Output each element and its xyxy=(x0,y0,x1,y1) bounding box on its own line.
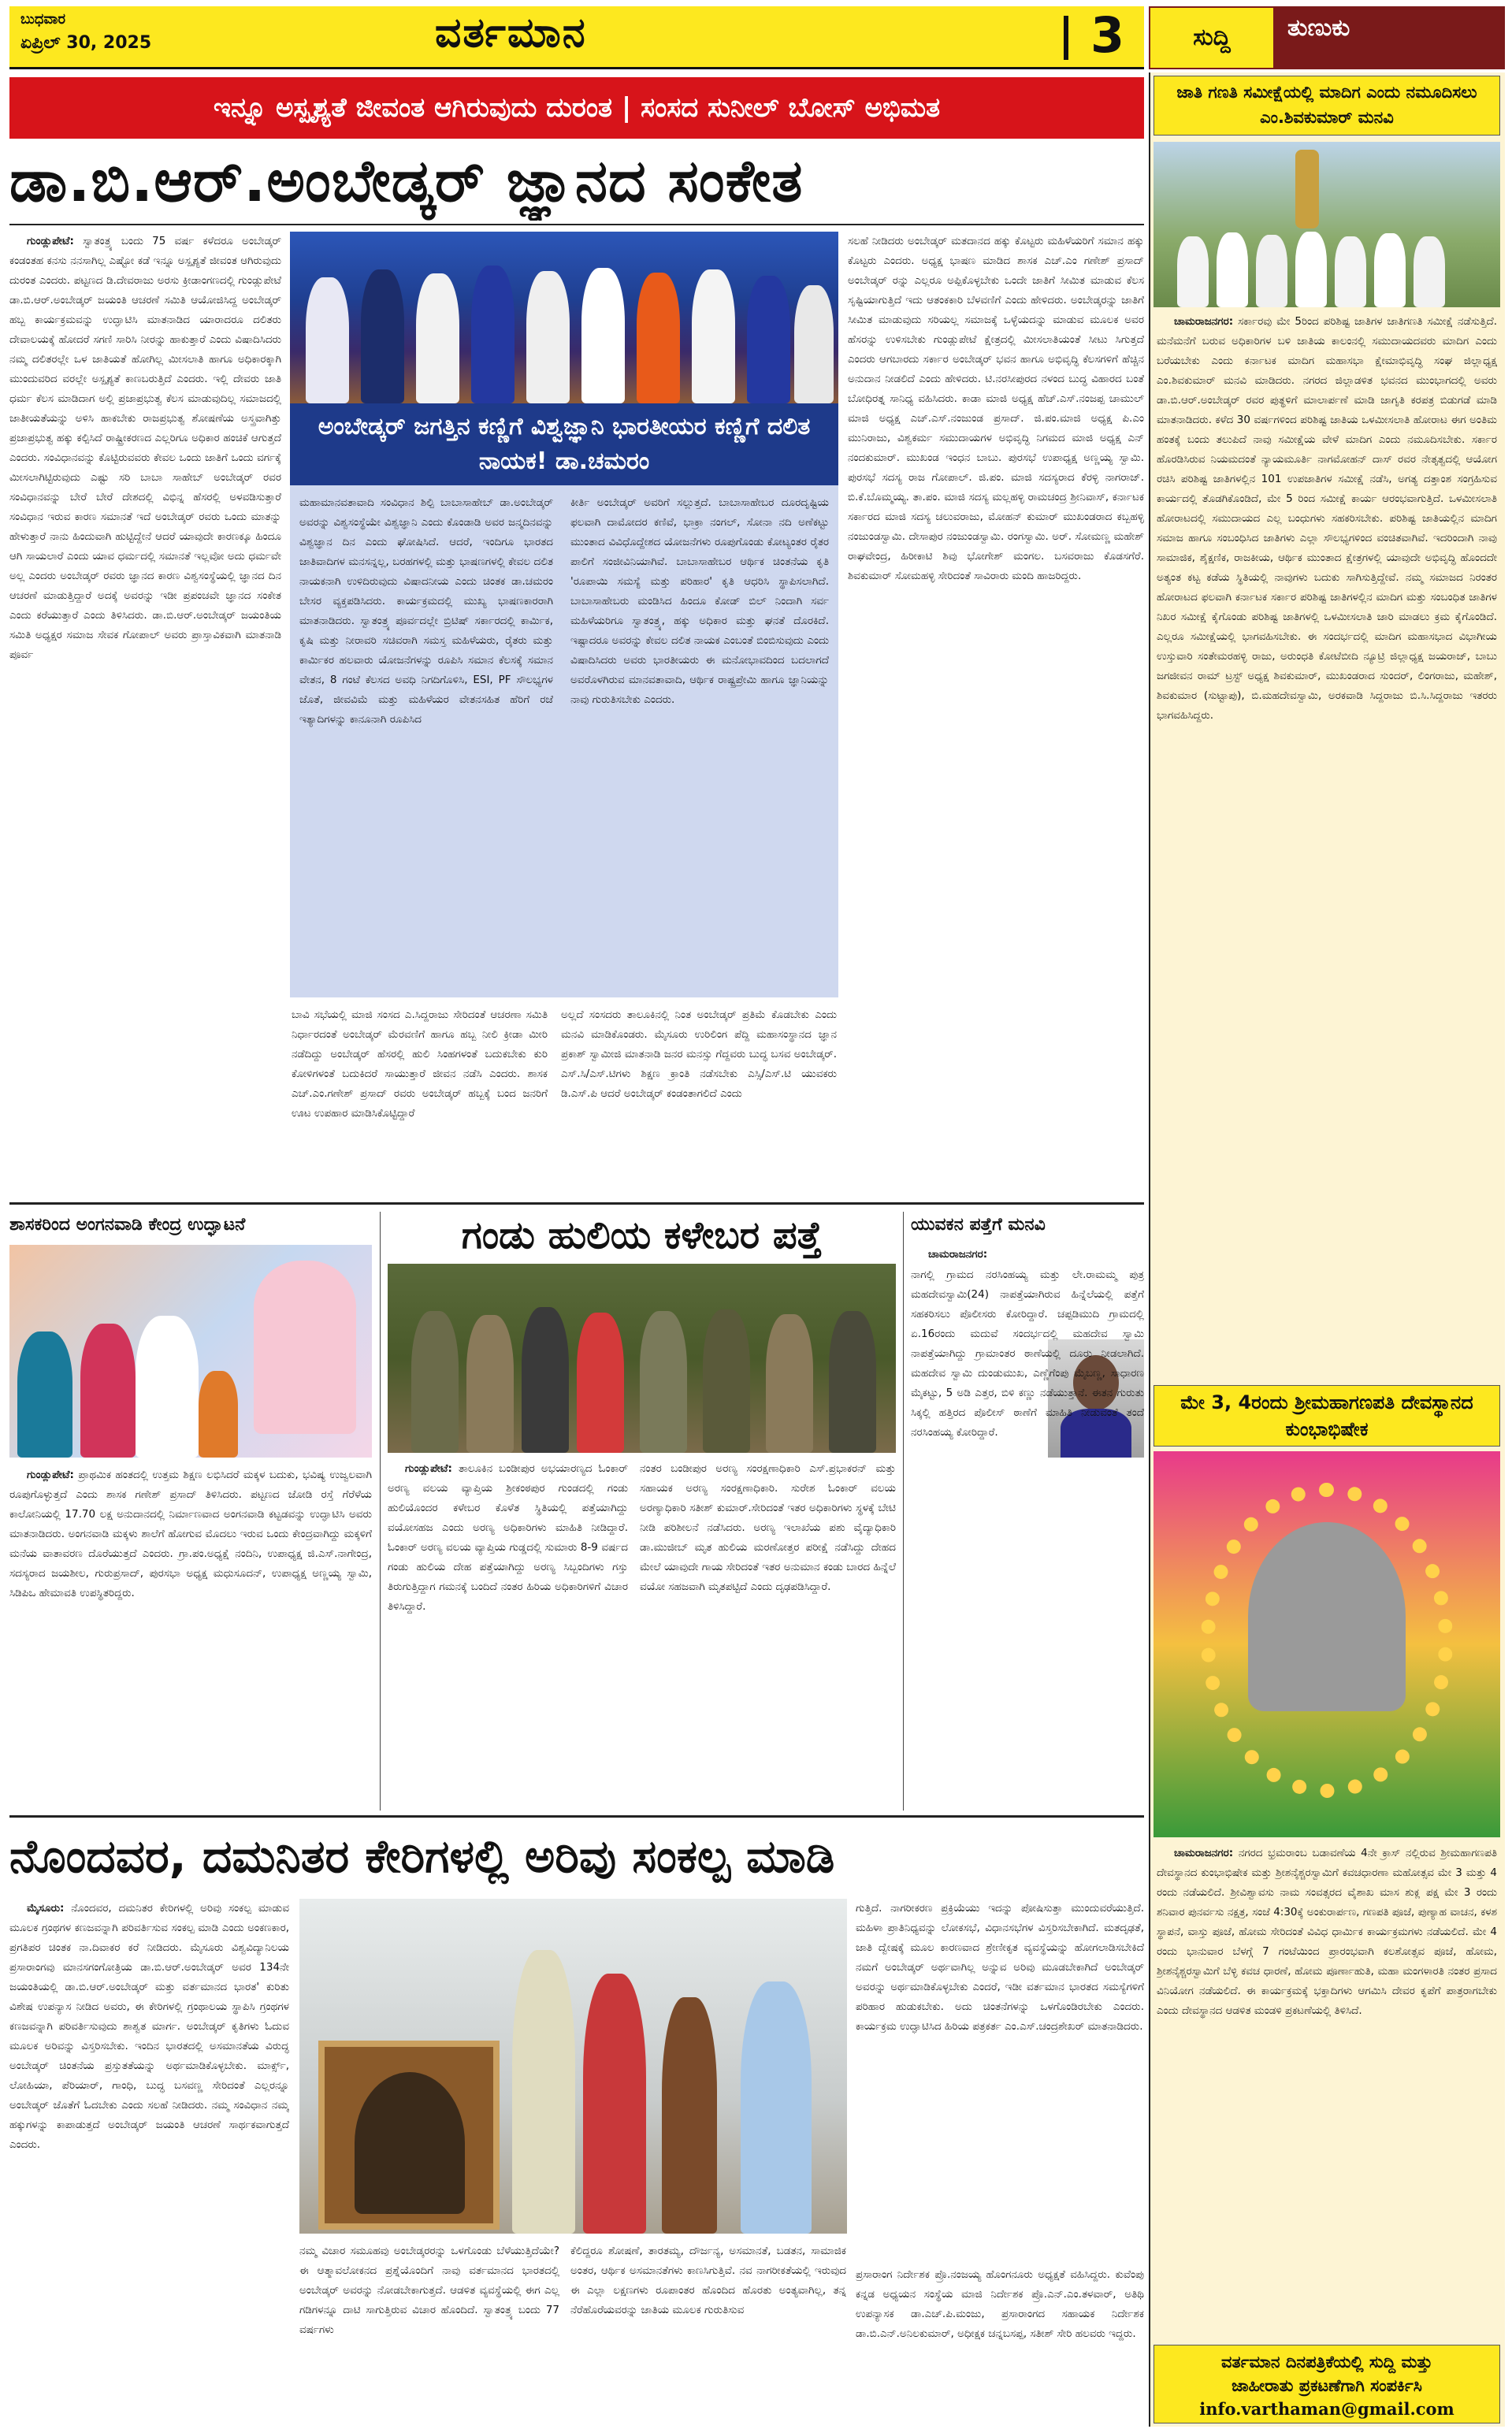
sidebar-story1-dateline: ಚಾಮರಾಜನಗರ: xyxy=(1174,315,1234,328)
sidebar-footer-email[interactable]: info.varthaman@gmail.com xyxy=(1199,2399,1454,2419)
anganwadi-dateline: ಗುಂಡ್ಲುಪೇಟೆ: xyxy=(27,1469,74,1481)
page-number: 3 xyxy=(1090,6,1125,64)
mysuru-column-2-bottom: ನಮ್ಮ ವಿಚಾರ ಸಮೂಹವು ಅಂಬೇಡ್ಕರರನ್ನು ಒಳಗೊಂಡು ಬೆಳೆಯುತ್ತಿದೆಯೇ? ಈ ಆತ್ಮಾವಲೋಕನದ ಪ್ರಶ್ನೆಯೊಂದಿಗೆ ನಾವು ವರ್ತಮಾನದ ಭಾರತದಲ್ಲಿ ಅಂಬೇಡ್ಕರ್ ಅವರನ್ನು ನೋಡಬೇಕಾಗುತ್ತದೆ. ಆಡಳಿತ ವ್ಯವಸ್ಥೆಯಲ್ಲಿ ಈಗ ಎಲ್ಲ ಗಡಿಗಳನ್ನೂ ದಾಟಿ ಸಾಗುತ್ತಿರುವ ವಿಚಾರ ಹೊಂದಿದೆ. ಸ್ವಾತಂತ್ರ್ಯ ಬಂದು 77 ವರ್ಷಗಳು xyxy=(299,2245,559,2336)
sidebar-story1-body xyxy=(1157,312,1497,1573)
missing-dateline: ಚಾಮರಾಜನಗರ: xyxy=(928,1248,988,1261)
lead-column-1 xyxy=(9,232,281,1198)
top-banner xyxy=(9,77,1144,139)
section-tag xyxy=(1149,6,1505,69)
lead-photo xyxy=(290,232,838,403)
sidebar-footer-line2: ಜಾಹೀರಾತು ಪ್ರಕಟಣೆಗಾಗಿ ಸಂಪರ್ಕಿಸಿ xyxy=(1232,2376,1422,2395)
mysuru-text-1: ನೊಂದವರ, ದಮನಿತರ ಕೇರಿಗಳಲ್ಲಿ ಅರಿವು ಸಂಕಲ್ಪ ಮಾಡುವ ಮೂಲಕ ಗ್ರಂಥಗಳ ಕಣಜವನ್ನಾಗಿ ಪರಿವರ್ತಿಸುವ ಸಂಕಲ್ಪ ಮಾಡಿ ಎಂದು ಅಂಕಣಕಾರ, ಪ್ರಗತಿಪರ ಚಿಂತಕ ನಾ.ದಿವಾಕರ ಕರೆ ನೀಡಿದರು. ಮೈಸೂರು ವಿಶ್ವವಿದ್ಯಾನಿಲಯ ಪ್ರಸಾರಾಂಗವು ಮಾನಸಗಂಗೋತ್ರಿಯ ಡಾ.ಬಿ.ಆರ್.ಅಂಬೇಡ್ಕರ್ ಅವರ 134ನೇ ಜಯಂತಿಯಲ್ಲಿ ಡಾ.ಬಿ.ಆರ್.ಅಂಬೇಡ್ಕರ್ ಮತ್ತು ವರ್ತಮಾನದ ಭಾರತ' ಕುರಿತು ವಿಶೇಷ ಉಪನ್ಯಾಸ ನೀಡಿದ ಅವರು, ಈ ಕೇರಿಗಳಲ್ಲಿ ಗ್ರಂಥಾಲಯ ಸ್ಥಾಪಿಸಿ ಗ್ರಂಥಗಳ ಕಣಜವನ್ನಾಗಿ ಪರಿವರ್ತಿಸುವುದು ಶಾಶ್ವತ ಮಾರ್ಗ. ಅಂಬೇಡ್ಕರ್ ಕೃತಿಗಳು ಓದುವ ಮೂಲಕ ಅರಿವನ್ನು ವಿಸ್ತರಿಸಬೇಕು. ಇಂದಿನ ಭಾರತದಲ್ಲಿ ಅಸಮಾನತೆಯ ವಿರುದ್ಧ ಅಂಬೇಡ್ಕರ್ ಚಿಂತನೆಯ ಪ್ರಸ್ತುತತೆಯನ್ನು ಅರ್ಥಮಾಡಿಕೊಳ್ಳಬೇಕು. ಮಾರ್ಕ್ಸ್, ಲೋಹಿಯಾ, ಪೆರಿಯಾರ್, ಗಾಂಧಿ, ಬುದ್ಧ ಬಸವಣ್ಣ ಸೇರಿದಂತೆ ಎಲ್ಲರನ್ನೂ ಅಂಬೇಡ್ಕರ್ ಜೊತೆಗೆ ಓದಬೇಕು ಎಂದು ಸಲಹೆ ನೀಡಿದರು. ನಮ್ಮ ಸಂವಿಧಾನ ನಮ್ಮ ಹಕ್ಕುಗಳನ್ನು ಕಾಪಾಡುತ್ತದೆ ಅಂಬೇಡ್ಕರ್ ಜಯಂತಿ ಆಚರಣೆ ಸಾರ್ಥಕವಾಗುತ್ತದೆ ಎಂದರು. xyxy=(9,1902,289,2151)
lead-bottom-column-1: ಬಾವಿ ಸಭೆಯಲ್ಲಿ ಮಾಜಿ ಸಂಸದ ಎ.ಸಿದ್ದರಾಜು ಸೇರಿದಂತೆ ಆಚರಣಾ ಸಮಿತಿ ನಿರ್ಧಾರದಂತೆ ಅಂಬೇಡ್ಕರ್ ಮೆರವಣಿಗೆ ಹಾಗೂ ಹಬ್ಬ ನೀಲಿ ಕ್ರೀಡಾ ಮೀರಿ ನಡೆದಿದ್ದು ಅಂಬೇಡ್ಕರ್ ಹೆಸರಲ್ಲಿ ಹುಲಿ ಸಿಂಹಗಳಂತೆ ಬದುಕಬೇಕು ಕುರಿ ಕೋಳಿಗಳಂತೆ ಬದುಕಿದರೆ ಸಾಯುತ್ತಾರೆ ಜೀವನ ನಡೆಸಿ ಎಂದರು. ಶಾಸಕ ಎಚ್.ಎಂ.ಗಣೇಶ್ ಪ್ರಸಾದ್ ರವರು ಅಂಬೇಡ್ಕರ್ ಹಬ್ಬಕ್ಕೆ ಬಂದ ಜನರಿಗೆ ಊಟ ಉಪಹಾರ ಮಾಡಿಸಿಕೊಟ್ಟಿದ್ದಾರೆ xyxy=(292,1008,548,1120)
lead-body-1: ಸ್ವಾತಂತ್ರ್ಯ ಬಂದು 75 ವರ್ಷ ಕಳೆದರೂ ಅಂಬೇಡ್ಕರ್ ಕಂಡಂತಹ ಕನಸು ನನಸಾಗಿಲ್ಲ ಎಷ್ಟೋ ಕಡೆ ಇನ್ನೂ ಅಸ್ಪೃಶ್ಯತೆ ಜೀವಂತ ಆಗಿರುವುದು ದುರಂತ ಎಂದರು. ಪಟ್ಟಣದ ಡಿ.ದೇವರಾಜು ಅರಸು ಕ್ರೀಡಾಂಗಣದಲ್ಲಿ ಗುಂಡ್ಲುಪೇಟೆ ಡಾ.ಬಿ.ಆರ್.ಅಂಬೇಡ್ಕರ್ ಜಯಂತಿ ಆಚರಣೆ ಸಮಿತಿ ಆಯೋಜಿಸಿದ್ದ ಅಂಬೇಡ್ಕರ್ ಹಬ್ಬ ಕಾರ್ಯಕ್ರಮವನ್ನು ಉದ್ಘಾಟಿಸಿ ಮಾತನಾಡಿದ ಯಾರಾದರೂ ದಲಿತರು ದೇವಾಲಯಕ್ಕೆ ಹೋದರೆ ಸಗಣಿ ಸಾರಿಸಿ ನೀರನ್ನು ಹಾಕುತ್ತಾರೆ ಎಂದು ವಿಷಾದಿಸಿದರು ನಮ್ಮ ದಲಿತರಲ್ಲೇ ಒಳ ಜಾತಿಯತೆ ಹೋಗಿಲ್ಲ ಮೀಸಲಾತಿ ಹಾಗೂ ಅಧಿಕಾರಕ್ಕಾಗಿ ಮುಂದುವರಿದ ವರಲ್ಲೇ ಅಸ್ಪೃಶ್ಯತೆ ಕಾಣಬರುತ್ತಿದೆ ಎಂದರು. ಇಲ್ಲಿ ದೇವರು ಜಾತಿ ಧರ್ಮ ಕೆಲಸ ಮಾಡಿದಾಗ ಅಲ್ಲಿ ಪ್ರಜಾಪ್ರಭುತ್ವ ಕೆಲಸ ಮಾಡುವುದಿಲ್ಲ ಸಮಾಜದಲ್ಲಿ ಜಾತೀಯತೆಯನ್ನು ಅಳಿಸಿ ಹಾಕಬೇಕು ರಾಜಪ್ರಭುತ್ವ ಶೋಷಣೆಯ ಅಸ್ತ್ರವಾಗಿತ್ತು ಪ್ರಜಾಪ್ರಭುತ್ವ ಹಕ್ಕು ಕಲ್ಪಿಸಿದೆ ರಾಷ್ಟ್ರೀಕರಣದ ಎಲ್ಲರಿಗೂ ಅಧಿಕಾರ ಹಂಚಿಕೆ ಆಗುತ್ತದೆ ಎಂದರು. ಸಂವಿಧಾನವನ್ನು ಕೊಟ್ಟಿರುವವರು ಕೇವಲ ಒಂದು ಜಾತಿಗೆ ಒಂದು ವರ್ಗಕ್ಕೆ ಮೀಸಲಾಗಿಟ್ಟಿರುವುದು ಎಷ್ಟು ಸರಿ ಬಾಬಾ ಸಾಹೇಬ್ ಅಂಬೇಡ್ಕರ್ ರವರ ಸಂವಿಧಾನವನ್ನು ಬೇರೆ ಬೇರೆ ದೇಶದಲ್ಲಿ ವಿಭಿನ್ನ ಹೆಸರಲ್ಲಿ ಅಳವಡಿಸುತ್ತಾರೆ ಸಂವಿಧಾನ ಇರುವ ಕಾರಣ ಸಮಾನತೆ ಇದೆ ಅಂಬೇಡ್ಕರ್ ರವರು ಒಂದು ಮಾತನ್ನು ಹೇಳುತ್ತಾರೆ ನಾನು ಹಿಂದುವಾಗಿ ಹುಟ್ಟಿದ್ದೇನೆ ಆದರೆ ಯಾವುದೇ ಕಾರಣಕ್ಕೂ ಹಿಂದೂ ಆಗಿ ಸಾಯಲಾರೆ ಎಂದು ಯಾವ ಧರ್ಮದಲ್ಲಿ ಸಮಾನತೆ ಇಲ್ಲವೋ ಅದು ಧರ್ಮವೇ ಅಲ್ಲ ಎಂದರು ಅಂಬೇಡ್ಕರ್ ರವರು ಜ್ಞಾನದ ಕಾರಣ ವಿಶ್ವಸಂಸ್ಥೆಯಲ್ಲಿ ಜ್ಞಾನದ ದಿನ ಆಚರಣೆ ಮಾಡುತ್ತಿದ್ದಾರೆ ಅದಕ್ಕೆ ಅವರನ್ನು ಇಡೀ ಪ್ರಪಂಚವೇ ಜ್ಞಾನದ ಸಂಕೇತ ಎಂದು ಕರೆಯುತ್ತಾರೆ ಎಂದು ತಿಳಿಸಿದರು. ಡಾ.ಬಿ.ಆರ್.ಅಂಬೇಡ್ಕರ್ ಜಯಂತಿಯ ಸಮಿತಿ ಅಧ್ಯಕ್ಷರ ಸಮಾಜ ಸೇವಕ ಗೋಪಾಲ್ ಅವರು ಪ್ರಾಸ್ತಾವಿಕವಾಗಿ ಮಾತನಾಡಿ ಪೂರ್ವ xyxy=(9,235,281,661)
lead-photo-caption xyxy=(290,403,838,485)
sidebar-story1-text: ಸರ್ಕಾರವು ಮೇ 5ರಿಂದ ಪರಿಶಿಷ್ಟ ಜಾತಿಗಳ ಜಾತಿಗಣತಿ ಸಮೀಕ್ಷೆ ನಡೆಸುತ್ತಿದೆ. ಮನೆಮನೆಗೆ ಬರುವ ಅಧಿಕಾರಿಗಳ ಬಳಿ ಜಾತಿಯ ಕಾಲಂನಲ್ಲಿ ಸಮುದಾಯದವರು ಮಾದಿಗ ಎಂದು ಬರೆಯಬೇಕು ಎಂದು ಕರ್ನಾಟಕ ಮಾದಿಗ ಮಹಾಸಭಾ ಕ್ಷೇಮಾಭಿವೃದ್ಧಿ ಸಂಘ ಜಿಲ್ಲಾಧ್ಯಕ್ಷ ಎಂ.ಶಿವಕುಮಾರ್ ಮನವಿ ಮಾಡಿದರು. ನಗರದ ಜಿಲ್ಲಾಡಳಿತ ಭವನದ ಮುಂಭಾಗದಲ್ಲಿ ಅವರು ಡಾ.ಬಿ.ಆರ್.ಅಂಬೇಡ್ಕರ್ ರವರ ಪುತ್ಥಳಿಗೆ ಮಾಲಾರ್ಪಣೆ ಮಾಡಿ ಜಾಗೃತಿ ಕರಪತ್ರ ಬಿಡುಗಡೆ ಮಾಡಿ ಮಾತನಾಡಿದರು. ಕಳೆದ 30 ವರ್ಷಗಳಿಂದ ಪರಿಶಿಷ್ಟ ಜಾತಿಯ ಒಳಮೀಸಲಾತಿ ಹೋರಾಟ ಈಗ ಅಂತಿಮ ಹಂತಕ್ಕೆ ಬಂದು ತಲುಪಿದೆ ನಾವು ಸಮೀಕ್ಷೆಯ ವೇಳೆ ಮಾದಿಗ ಎಂದು ನಮೂದಿಸಬೇಕು. ಸರ್ಕಾರ ಹೊರಡಿಸಿರುವ ನಿಯಮದಂತೆ ನ್ಯಾಯಮೂರ್ತಿ ನಾಗಮೋಹನ್ ದಾಸ್ ರವರ ನೇತೃತ್ವದಲ್ಲಿ ಆಯೋಗ ರಚಿಸಿ ಪರಿಶಿಷ್ಟ ಜಾತಿಗಳಲ್ಲಿನ 101 ಉಪಜಾತಿಗಳ ಸಮೀಕ್ಷೆ ನಡೆಸಿ, ಅಗತ್ಯ ದತ್ತಾಂಶ ಸಂಗ್ರಹಿಸುವ ಕಾರ್ಯದಲ್ಲಿ ತೊಡಗಿಕೊಂಡಿದೆ, ಮೇ 5 ರಿಂದ ಸಮೀಕ್ಷೆ ಕಾರ್ಯ ಆರಂಭವಾಗುತ್ತಿದೆ. ಒಳಮೀಸಲಾತಿ ಹೋರಾಟದಲ್ಲಿ ಸಮುದಾಯದ ಎಲ್ಲ ಬಂಧುಗಳು ಸಹಕರಿಸಬೇಕು. ಪರಿಶಿಷ್ಟ ಜಾತಿಯಲ್ಲಿನ ಮಾದಿಗ ಸಮಾಜ ಹಾಗೂ ಸಂಬಂಧಿಸಿದ ಜಾತಿಗಳು ಎಲ್ಲಾ ಸೌಲಭ್ಯಗಳಿಂದ ವಂಚಿತವಾಗಿವೆ. ಇದರಿಂದಾಗಿ ನಾವು ಸಾಮಾಜಿಕ, ಶೈಕ್ಷಣಿಕ, ರಾಜಕೀಯ, ಆರ್ಥಿಕ ಮುಂತಾದ ಕ್ಷೇತ್ರಗಳಲ್ಲಿ ಯಾವುದೇ ಅಭಿವೃದ್ಧಿ ಹೊಂದದೇ ಅತ್ಯಂತ ಕಟ್ಟ ಕಡೆಯ ಸ್ಥಿತಿಯಲ್ಲಿ ನಾವುಗಳು ಬದುಕು ಸಾಗಿಸುತ್ತಿದ್ದೇವೆ. ನಮ್ಮ ಸಮಾಜದ ನಿರಂತರ ಹೋರಾಟದ ಫಲವಾಗಿ ಕರ್ನಾಟಕ ಸರ್ಕಾರ ಪರಿಶಿಷ್ಟ ಜಾತಿಗಳಲ್ಲಿನ ಮಾದಿಗ ಮತ್ತು ಸಂಬಂಧಿತ ಜಾತಿಗಳ ನಿಖರ ಸಮೀಕ್ಷೆ ಕೈಗೊಂಡು ಪರಿಶಿಷ್ಟ ಜಾತಿಗಳಲ್ಲಿ ಒಳಮೀಸಲಾತಿ ಜಾರಿ ಮಾಡಲು ಕ್ರಮ ಕೈಗೊಂಡಿದೆ. ಎಲ್ಲರೂ ಸಮೀಕ್ಷೆಯಲ್ಲಿ ಭಾಗವಹಿಸಬೇಕು. ಈ ಸಂದರ್ಭದಲ್ಲಿ ಮಾದಿಗ ಮಹಾಸಭಾದ ವಿಭಾಗೀಯ ಉಸ್ತುವಾರಿ ಸಂತೇಮರಹಳ್ಳಿ ರಾಜು, ಅರುಂಧತಿ ಕೋಟೆಬೀದಿ ನ್ಯೂಟ್ರಿ ಜಿಲ್ಲಾಧ್ಯಕ್ಷ ಜಯರಾಜ್, ಬಾಬು ಜಗಜೀವನ ರಾಮ್ ಟ್ರಸ್ಟ್ ಅಧ್ಯಕ್ಷ ಶಿವಕುಮಾರ್, ಮುಖಂಡರಾದ ಸುಂದರ್, ಲಿಂಗರಾಜು, ಮಹೇಶ್, ಶಿವಕುಮಾರ (ಸುಟ್ಟಾಪು), ಬಿ.ಮಹದೇವಸ್ವಾಮಿ, ಅರಕವಾಡಿ ಸಿದ್ದರಾಜು ಬಿ.ಸಿ.ಸಿದ್ದರಾಜು ಇತರರು ಭಾಗವಹಿಸಿದ್ದರು. xyxy=(1157,315,1497,722)
mysuru-column-4-top: ಗುತ್ತಿದೆ. ನಾಗರೀಕರಣ ಪ್ರಕ್ರಿಯೆಯು ಇದನ್ನು ಪೋಷಿಸುತ್ತಾ ಮುಂದುವರೆಯುತ್ತಿದೆ. ಮಹಿಳಾ ಪ್ರಾತಿನಿಧ್ಯವನ್ನು ಲೋಕಸಭೆ, ವಿಧಾನಸಭೆಗಳ ವಿಸ್ತರಿಸಬೇಕಾಗಿದೆ. ಮತದೃಢತೆ, ಜಾತಿ ದ್ವೇಷಕ್ಕೆ ಮೂಲ ಕಾರಣವಾದ ಶ್ರೇಣೀಕೃತ ವ್ಯವಸ್ಥೆಯನ್ನು ಹೋಗಲಾಡಿಸಬೇಕಿದೆ ನಮಗೆ ಅಂಬೇಡ್ಕರ್ ಅರ್ಥವಾಗಿಲ್ಲ ಅನ್ನುವ ಅರಿವು ಮೂಡಬೇಕಾಗಿದೆ ಅಂಬೇಡ್ಕರ್ ಅವರನ್ನು ಅರ್ಥಮಾಡಿಕೊಳ್ಳಬೇಕು ಎಂದರೆ, ಇಡೀ ವರ್ತಮಾನ ಭಾರತದ ಸಮಸ್ಯೆಗಳಿಗೆ ಪರಿಹಾರ ಹುಡುಕಬೇಕು. ಅದು ಚಿಂತನೆಗಳನ್ನು ಒಳಗೊಂಡಿರಬೇಕು ಎಂದರು. ಕಾರ್ಯಕ್ರಮ ಉದ್ಘಾಟಿಸಿದ ಹಿರಿಯ ಪತ್ರಕರ್ತ ಎಂ.ಎಸ್.ಚಂದ್ರಶೇಖರ್ ಮಾತನಾಡಿದರು. xyxy=(856,1902,1144,2033)
masthead-bar xyxy=(9,6,1144,69)
page-divider xyxy=(1064,16,1068,60)
anganwadi-divider xyxy=(380,1212,381,1811)
lead-photo-caption-text: ಅಂಬೇಡ್ಕರ್ ಜಗತ್ತಿನ ಕಣ್ಣಿಗೆ ವಿಶ್ವಜ್ಞಾನಿ ಭಾರತೀಯರ ಕಣ್ಣಿಗೆ ದಲಿತ ನಾಯಕ! ಡಾ.ಚಮರಂ xyxy=(318,413,811,475)
lead-column-3: ಸಲಹೆ ನೀಡಿದರು ಅಂಬೇಡ್ಕರ್ ಮತದಾನದ ಹಕ್ಕು ಕೊಟ್ಟರು ಮಹಿಳೆಯರಿಗೆ ಸಮಾನ ಹಕ್ಕು ಕೊಟ್ಟರು ಎಂದರು. ಅಧ್ಯಕ್ಷ ಭಾಷಣ ಮಾಡಿದ ಶಾಸಕ ಎಚ್.ಎಂ ಗಣೇಶ್ ಪ್ರಸಾದ್ ಅಂಬೇಡ್ಕರ್ ರನ್ನು ಎಲ್ಲರೂ ಅಪ್ಪಿಕೊಳ್ಳಬೇಕು ಒಂದೇ ಜಾತಿಗೆ ಸೀಮಿತ ಮಾಡುವ ಕೆಲಸ ಸೃಷ್ಟಿಯಾಗುತ್ತಿದೆ ಇದು ಆತಂಕಕಾರಿ ಬೆಳವಣಿಗೆ ಎಂದು ಹೇಳಿದರು. ಅಂಬೇಡ್ಕರನ್ನು ಜಾತಿಗೆ ಸೀಮಿತ ಮಾಡುವುದು ಸರಿಯಲ್ಲ ಸಮಾಜಕ್ಕೆ ಒಳ್ಳೆಯದನ್ನು ಮಾಡುವ ಮೂಲಕ ಅವರ ಹೆಸರನ್ನು ಉಳಿಸಬೇಕು ಗುಂಡ್ಲುಪೇಟೆ ಕ್ಷೇತ್ರದಲ್ಲಿ ಮೀಸಲಾತಿಯಂತೆ ಸೀಟು ಸಿಗುತ್ತದೆ ಎಂದರು ಆಗಬಾರದು ಸರ್ಕಾರ ಅಂಬೇಡ್ಕರ್ ಭವನ ಹಾಗೂ ಅಭಿವೃದ್ಧಿ ಕೆಲಸಗಳಿಗೆ ಹೆಚ್ಚಿನ ಅನುದಾನ ನೀಡಲಿದೆ ಎಂದು ಹೇಳಿದರು. ಟಿ.ನರಸೀಪುರದ ನಳಂದ ಬುದ್ಧ ವಿಹಾರದ ಬಂತೆ ಬೋಧಿರತ್ನ ಸಾನಿಧ್ಯ ವಹಿಸಿದರು. ಕಾಡಾ ಮಾಜಿ ಅಧ್ಯಕ್ಷ ಹೆಚ್.ಎಸ್.ನಂಜಪ್ಪ ಚಾಮುಲ್ ಮಾಜಿ ಅಧ್ಯಕ್ಷ ಎಚ್.ಎಸ್.ನಂಜುಂಡ ಪ್ರಸಾದ್. ಜಿ.ಪಂ.ಮಾಜಿ ಅಧ್ಯಕ್ಷ ಪಿ.ಎಂ ಮುನಿರಾಜು, ವಿಶ್ವಕರ್ಮ ಸಮುದಾಯಗಳ ಅಭಿವೃದ್ಧಿ ನಿಗಮದ ಮಾಜಿ ಅಧ್ಯಕ್ಷ ಎನ್ ನಂದಕುಮಾರ್. ಮುಖಂಡ ಇಂಧನ ಬಾಬು. ಪುರಸಭೆ ಉಪಾಧ್ಯಕ್ಷ ಅಣ್ಣಯ್ಯ ಸ್ವಾಮಿ. ಪುರಸಭೆ ಸದಸ್ಯ ರಾಜ ಗೋಪಾಲ್. ಜಿ.ಪಂ. ಮಾಜಿ ಸದಸ್ಯರಾದ ಕೆರಳ್ಳಿ ನಾಗರಾಜ್. ಬಿ.ಕೆ.ಬೊಮ್ಮಯ್ಯ. ತಾ.ಪಂ. ಮಾಜಿ ಸದಸ್ಯ ಮಲ್ಲಹಳ್ಳಿ ರಾಮಚಂದ್ರ ಶ್ರೀನಿವಾಸ್, ಕರ್ನಾಟಕ ಸರ್ಕಾರದ ಮಾಜಿ ಸದಸ್ಯ ಚಲುವರಾಜು, ಮೋಹನ್ ಕುಮಾರ್ ಮುಖಂಡರಾದ ಕಬ್ಬಹಳ್ಳಿ ನಂಜುಂಡಸ್ವಾಮಿ. ದೇಸಾಪುರ ನಂಜುಂಡಸ್ವಾಮಿ. ರಂಗಸ್ವಾಮಿ. ಅರ್. ಸೋಮಣ್ಣ ಮಹೇಶ್ ರಾಘವೇಂದ್ರ, ಹಿರೀಕಾಟಿ ಶಿವು ಭೋಗೇಶ್ ಮಂಗಲ. ಬಸವರಾಜು ಕೊಡಸಗೆರೆ. ಶಿವಕುಮಾರ್ ಸೋಮಹಳ್ಳಿ ಸೇರಿದಂತೆ ಸಾವಿರಾರು ಮಂದಿ ಹಾಜರಿದ್ದರು. xyxy=(848,235,1144,582)
section-tag-1: ಸುದ್ದಿ xyxy=(1193,24,1231,51)
lead-headline: ಡಾ.ಬಿ.ಆರ್.ಅಂಬೇಡ್ಕರ್ ಜ್ಞಾನದ ಸಂಕೇತ xyxy=(9,147,804,215)
lead-bottom-rule xyxy=(9,1202,1144,1205)
anganwadi-body xyxy=(9,1465,372,1812)
sidebar-story2-photo xyxy=(1154,1451,1500,1837)
sidebar-story2-dateline: ಚಾಮರಾಜನಗರ: xyxy=(1174,1847,1234,1859)
tiger-photo xyxy=(388,1264,896,1453)
sidebar-story2-headline: ಮೇ 3, 4ರಂದು ಶ್ರೀಮಹಾಗಣಪತಿ ದೇವಸ್ಥಾನದ ಕುಂಭಾಭಿಷೇಕ xyxy=(1180,1391,1473,1440)
missing-headline: ಯುವಕನ ಪತ್ತೆಗೆ ಮನವಿ xyxy=(911,1215,1046,1235)
mysuru-column-3-bottom: ಕೆಲಿದ್ದರೂ ಶೋಷಣೆ, ತಾರತಮ್ಯ, ದೌರ್ಜನ್ಯ, ಅಸಮಾನತೆ, ಬಡತನ, ಸಾಮಾಜಿಕ ಅಂತರ, ಆರ್ಥಿಕ ಅಸಮಾನತೆಗಳು ಕಾಣಸಿಗುತ್ತಿವೆ. ನವ ನಾಗರೀಕತೆಯಲ್ಲಿ ಇರುವುದ ಈ ಎಲ್ಲಾ ಲಕ್ಷಣಗಳು ರೂಪಾಂತರ ಹೊಂದಿದ ಹೊರತು ಅಂತ್ಯವಾಗಿಲ್ಲ, ತನ್ನ ನೆರೆಹೊರೆಯವರನ್ನು ಜಾತಿಯ ಮೂಲಕ ಗುರುತಿಸುವ xyxy=(570,2245,846,2316)
section-tag-2: ತುಣುಕು xyxy=(1287,14,1350,42)
sidebar-story1-photo xyxy=(1154,142,1500,307)
mysuru-dateline: ಮೈಸೂರು: xyxy=(27,1902,65,1915)
lead-box-column-1: ಮಹಾಮಾನವತಾವಾದಿ ಸಂವಿಧಾನ ಶಿಲ್ಪಿ ಬಾಬಾಸಾಹೇಬ್ ಡಾ.ಅಂಬೇಡ್ಕರ್ ಅವರನ್ನು ವಿಶ್ವಸಂಸ್ಥೆಯೇ ವಿಶ್ವಜ್ಞಾನಿ ಎಂದು ಕೊಂಡಾಡಿ ಅವರ ಜನ್ಮದಿನವನ್ನು ವಿಶ್ವಜ್ಞಾನ ದಿನ ಎಂದು ಘೋಷಿಸಿದೆ. ಆದರೆ, ಇಂದಿಗೂ ಭಾರತದ ಜಾತಿವಾದಿಗಳ ಮನಸನ್ನಲ್ಲ, ಬರಹಗಳಲ್ಲಿ ಮತ್ತು ಭಾಷಣಗಳಲ್ಲಿ ಕೇವಲ ದಲಿತ ನಾಯಕನಾಗಿ ಉಳಿದಿರುವುದು ವಿಷಾದನೀಯ ಎಂದು ಚಿಂತಕ ಡಾ.ಚಮರಂ ಬೇಸರ ವ್ಯಕ್ತಪಡಿಸಿದರು. ಕಾರ್ಯಕ್ರಮದಲ್ಲಿ ಮುಖ್ಯ ಭಾಷಣಕಾರರಾಗಿ ಮಾತನಾಡಿದರು. ಸ್ವಾತಂತ್ರ್ಯ ಪೂರ್ವದಲ್ಲೇ ಬ್ರಿಟಿಷ್ ಸರ್ಕಾರದಲ್ಲಿ ಕಾರ್ಮಿಕ, ಕೃಷಿ ಮತ್ತು ನೀರಾವರಿ ಸಚಿವರಾಗಿ ಸಮಸ್ತ ಮಹಿಳೆಯರು, ರೈತರು ಮತ್ತು ಕಾರ್ಮಿಕರ ಹಲವಾರು ಯೋಜನೆಗಳನ್ನು ರೂಪಿಸಿ ಸಮಾನ ಕೆಲಸಕ್ಕೆ ಸಮಾನ ವೇತನ, 8 ಗಂಟೆ ಕೆಲಸದ ಅವಧಿ ನಿಗದಿಗೊಳಿಸಿ, ESI, PF ಸೌಲಭ್ಯಗಳ ಜೊತೆ, ಜೀವವಿಮೆ ಮತ್ತು ಮಹಿಳೆಯರ ವೇತನಸಹಿತ ಹೆರಿಗೆ ರಜೆ ಇತ್ಯಾದಿಗಳನ್ನು ಕಾನೂನಾಗಿ ರೂಪಿಸಿದ xyxy=(299,496,553,726)
tiger-column-1 xyxy=(388,1459,628,1811)
mid-bottom-rule xyxy=(9,1815,1144,1818)
sidebar-footer-box xyxy=(1154,2345,1500,2423)
tiger-text-1: ತಾಲೂಕಿನ ಬಂಡೀಪುರ ಅಭಯಾರಣ್ಯದ ಓಂಕಾರ್ ಅರಣ್ಯ ವಲಯ ವ್ಯಾಪ್ತಿಯ ಶ್ರೀಕಂಠಪುರ ಗುಂಡದಲ್ಲಿ ಗಂಡು ಹುಲಿಯೊಂದರ ಕಳೇಬರ ಕೊಳೆತ ಸ್ಥಿತಿಯಲ್ಲಿ ಪತ್ತೆಯಾಗಿದ್ದು ವಯೋಸಹಜ ಎಂದು ಅರಣ್ಯ ಅಧಿಕಾರಿಗಳು ಮಾಹಿತಿ ನೀಡಿದ್ದಾರೆ. ಓಂಕಾರ್ ಅರಣ್ಯ ವಲಯ ವ್ಯಾಪ್ತಿಯ ಗುಡ್ಡದಲ್ಲಿ ಸುಮಾರು 8-9 ವರ್ಷದ ಗಂಡು ಹುಲಿಯ ದೇಹ ಪತ್ತೆಯಾಗಿದ್ದು ಅರಣ್ಯ ಸಿಬ್ಬಂದಿಗಳು ಗಸ್ತು ತಿರುಗುತ್ತಿದ್ದಾಗ ಗಮನಕ್ಕೆ ಬಂದಿದೆ ನಂತರ ಹಿರಿಯ ಅಧಿಕಾರಿಗಳಿಗೆ ವಿಚಾರ ತಿಳಿಸಿದ್ದಾರೆ. xyxy=(388,1462,628,1613)
tiger-column-2: ನಂತರ ಬಂಡೀಪುರ ಅರಣ್ಯ ಸಂರಕ್ಷಣಾಧಿಕಾರಿ ಎಸ್.ಪ್ರಭಾಕರನ್ ಮತ್ತು ಸಹಾಯಕ ಅರಣ್ಯ ಸಂರಕ್ಷಣಾಧಿಕಾರಿ. ಸುರೇಶ ಓಂಕಾರ್ ವಲಯ ಅರಣ್ಯಾಧಿಕಾರಿ ಸತೀಶ್ ಕುಮಾರ್.ಸೇರಿದಂತೆ ಇತರ ಅಧಿಕಾರಿಗಳು ಸ್ಥಳಕ್ಕೆ ಬೇಟಿ ನೀಡಿ ಪರಿಶೀಲನೆ ನಡೆಸಿದರು. ಅರಣ್ಯ ಇಲಾಖೆಯ ಪಶು ವೈದ್ಯಾಧಿಕಾರಿ ಡಾ.ಮುಜೀಬ್ ಮೃತ ಹುಲಿಯ ಮರಣೋತ್ತರ ಪರೀಕ್ಷೆ ನಡೆಸಿದ್ದು ದೇಹದ ಮೇಲೆ ಯಾವುದೇ ಗಾಯ ಸೇರಿದಂತೆ ಇತರ ಅನುಮಾನ ಕಂಡು ಬಾರದ ಹಿನ್ನೆಲೆ ವಯೋ ಸಹಜವಾಗಿ ಮೃತಪಟ್ಟಿದೆ ಎಂದು ದೃಢಪಡಿಸಿದ್ದಾರೆ. xyxy=(640,1462,896,1593)
anganwadi-headline: ಶಾಸಕರಿಂದ ಅಂಗನವಾಡಿ ಕೇಂದ್ರ ಉದ್ಘಾಟನೆ xyxy=(9,1215,246,1235)
sidebar-story1-title-box xyxy=(1154,76,1500,136)
lead-bottom-column-2: ಅಲ್ಲದೆ ಸಂಸದರು ತಾಲೂಕಿನಲ್ಲಿ ನಿಂತ ಅಂಬೇಡ್ಕರ್ ಪ್ರತಿಮೆ ಕೊಡಬೇಕು ಎಂದು ಮನವಿ ಮಾಡಿಕೊಂಡರು. ಮೈಸೂರು ಉರಿಲಿಂಗ ಪೆದ್ದಿ ಮಹಾಸಂಸ್ಥಾನದ ಜ್ಞಾನ ಪ್ರಕಾಶ್ ಸ್ವಾಮೀಜಿ ಮಾತನಾಡಿ ಜನರ ಮನಸ್ಸು ಗೆದ್ದವರು ಬುದ್ಧ ಬಸವ ಅಂಬೇಡ್ಕರ್. ಎಸ್.ಸಿ/ಎಸ್.ಟಿಗಳು ಶಿಕ್ಷಣ ಕ್ರಾಂತಿ ನಡೆಸಬೇಕು ಎಸ್ಸಿ/ಎಸ್.ಟಿ ಯುವಕರು ಡಿ.ಎಸ್.ಪಿ ಆದರೆ ಅಂಬೇಡ್ಕರ್ ಕಂಡಂತಾಗಲಿದೆ ಎಂದು xyxy=(561,1008,837,1100)
lead-dateline: ಗುಂಡ್ಲುಪೇಟೆ: xyxy=(27,235,74,247)
sidebar-footer-line1: ವರ್ತಮಾನ ದಿನಪತ್ರಿಕೆಯಲ್ಲಿ ಸುದ್ದಿ ಮತ್ತು xyxy=(1220,2353,1433,2371)
anganwadi-photo xyxy=(9,1245,372,1458)
mysuru-column-4: ಪ್ರಸಾರಾಂಗ ನಿರ್ದೇಶಕ ಪ್ರೊ.ನಂಜಯ್ಯ ಹೊಂಗನೂರು ಅಧ್ಯಕ್ಷತೆ ವಹಿಸಿದ್ದರು. ಕುವೆಂಪು ಕನ್ನಡ ಅಧ್ಯಯನ ಸಂಸ್ಥೆಯ ಮಾಜಿ ನಿರ್ದೇಶಕ ಪ್ರೊ.ಎನ್.ಎಂ.ತಳವಾರ್, ಅತಿಥಿ ಉಪನ್ಯಾಸಕ ಡಾ.ಎಚ್.ಪಿ.ಮಂಜು, ಪ್ರಸಾರಾಂಗದ ಸಹಾಯಕ ನಿರ್ದೇಶಕ ಡಾ.ಬಿ.ಎನ್.ಅನಿಲಕುಮಾರ್, ಅಧೀಕ್ಷಕ ಚನ್ನಬಸಪ್ಪ, ಸತೀಶ್ ಸೇರಿ ಹಲವರು ಇದ್ದರು. xyxy=(856,2268,1144,2340)
lead-box xyxy=(290,485,838,997)
sidebar xyxy=(1149,72,1505,2427)
anganwadi-text: ಪ್ರಾಥಮಿಕ ಹಂತದಲ್ಲಿ ಉತ್ತಮ ಶಿಕ್ಷಣ ಲಭಿಸಿದರೆ ಮಕ್ಕಳ ಬದುಕು, ಭವಿಷ್ಯ ಉಜ್ವಲವಾಗಿ ರೂಪುಗೊಳ್ಳುತ್ತದೆ ಎಂದು ಶಾಸಕ ಗಣೇಶ್ ಪ್ರಸಾದ್ ತಿಳಿಸಿದರು. ಪಟ್ಟಣದ ಜೋಡಿ ರಸ್ತೆ ಗೆರೆಳೆಯ ಕಾಲೋನಿಯಲ್ಲಿ 17.70 ಲಕ್ಷ ಅನುದಾನದಲ್ಲಿ ನಿರ್ಮಾಣವಾದ ಅಂಗನವಾಡಿ ಕಟ್ಟಡವನ್ನು ಉದ್ಘಾಟಿಸಿ ಅವರು ಮಾತನಾಡಿದರು. ಅಂಗನವಾಡಿ ಮಕ್ಕಳು ಶಾಲೆಗೆ ಹೋಗುವ ಮೊದಲು ಇರುವ ಒಂದು ಕೇಂದ್ರವಾಗಿದ್ದು ಮಕ್ಕಳಿಗೆ ಮನೆಯ ವಾತಾವರಣ ದೊರೆಯುತ್ತದೆ ಎಂದರು. ಗ್ರಾ.ಪಂ.ಅಧ್ಯಕ್ಷೆ ನಂದಿನಿ, ಉಪಾಧ್ಯಕ್ಷ ಜಿ.ಎಸ್.ನಾಗೇಂದ್ರ, ಸದಸ್ಯರಾದ ಜಯಶೀಲ, ಗುರುಪ್ರಸಾದ್, ಪುರಸಭಾ ಅಧ್ಯಕ್ಷ ಮಧುಸೂದನ್, ಉಪಾಧ್ಯಕ್ಷ ಅಣ್ಣಯ್ಯ ಸ್ವಾಮಿ, ಸಿಡಿಪಿಒ ಹೇಮಾವತಿ ಉಪಸ್ಥಿತರಿದ್ದರು. xyxy=(9,1469,372,1599)
section-tag-left xyxy=(1149,6,1275,69)
mysuru-photo xyxy=(299,1899,847,2234)
top-banner-text: ಇನ್ನೂ ಅಸ್ಪೃಶ್ಯತೆ ಜೀವಂತ ಆಗಿರುವುದು ದುರಂತ | ಸಂಸದ ಸುನೀಲ್ ಬೋಸ್ ಅಭಿಮತ xyxy=(213,92,941,124)
masthead-date: ಏಪ್ರಿಲ್ 30, 2025 xyxy=(20,33,152,53)
paper-name: ವರ್ತಮಾನ xyxy=(435,9,587,57)
mysuru-headline: ನೊಂದವರ, ದಮನಿತರ ಕೇರಿಗಳಲ್ಲಿ ಅರಿವು ಸಂಕಲ್ಪ ಮಾಡಿ xyxy=(9,1829,835,1883)
tiger-headline: ಗಂಡು ಹುಲಿಯ ಕಳೇಬರ ಪತ್ತೆ xyxy=(461,1213,823,1257)
lead-box-column-2: ಕೀರ್ತಿ ಅಂಬೇಡ್ಕರ್ ಅವರಿಗೆ ಸಲ್ಲುತ್ತದೆ. ಬಾಬಾಸಾಹೇಬರ ದೂರದೃಷ್ಟಿಯ ಫಲವಾಗಿ ದಾಮೋದರ ಕಣಿವೆ, ಭಾಕ್ರಾ ನಂಗಲ್, ಸೋನಾ ನದಿ ಅಣೆಕಟ್ಟು ಮುಂತಾದ ವಿವಿಧೊದ್ದೇಶದ ಯೋಜನೆಗಳು ರೂಪುಗೊಂಡು ಕೋಟ್ಯಂತರ ರೈತರ ಪಾಲಿಗೆ ಸಂಜೀವಿನಿಯಾಗಿವೆ. ಬಾಬಾಸಾಹೇಬರ ಆರ್ಥಿಕ ಚಿಂತನೆಯ ಕೃತಿ 'ರೂಪಾಯಿ ಸಮಸ್ಯೆ ಮತ್ತು ಪರಿಹಾರ' ಕೃತಿ ಆಧರಿಸಿ ಸ್ಥಾಪಿಸಲಾಗಿದೆ. ಬಾಬಾಸಾಹೇಬರು ಮಂಡಿಸಿದ ಹಿಂದೂ ಕೋಡ್ ಬಿಲ್ ನಿಂದಾಗಿ ಸರ್ವ ಮಹಿಳೆಯರಿಗೂ ಸ್ವಾತಂತ್ರ್ಯ, ಹಕ್ಕು ಅಧಿಕಾರ ಮತ್ತು ಘನತೆ ದೊರಕಿದೆ. ಇಷ್ಟಾದರೂ ಅವರನ್ನು ಕೇವಲ ದಲಿತ ನಾಯಕ ಎಂಬಂತೆ ಬಿಂಬಿಸುವುದು ಎಂದು ವಿಷಾದಿಸಿದರು ಅವರು ಭಾರತೀಯರು ಈ ಮನೋಭಾವದಿಂದ ಬದಲಾಗದೆ ಅವರೊಳಗಿರುವ ಮಾನವತಾವಾದಿ, ಆರ್ಥಿಕ ರಾಷ್ಟ್ರಪ್ರೇಮಿ ಹಾಗೂ ಜ್ಞಾನಿಯನ್ನು ನಾವು ಗುರುತಿಸಬೇಕು ಎಂದರು. xyxy=(570,496,829,706)
tiger-dateline: ಗುಂಡ್ಲುಪೇಟೆ: xyxy=(405,1462,452,1475)
mysuru-column-1 xyxy=(9,1899,289,2425)
sidebar-story1-headline: ಜಾತಿ ಗಣತಿ ಸಮೀಕ್ಷೆಯಲ್ಲಿ ಮಾದಿಗ ಎಂದು ನಮೂದಿಸಲು ಎಂ.ಶಿವಕುಮಾರ್ ಮನವಿ xyxy=(1176,83,1477,127)
tiger-divider xyxy=(903,1212,904,1811)
sidebar-story2-title-box xyxy=(1154,1385,1500,1447)
lead-rule xyxy=(9,224,1144,225)
sidebar-story2-text: ನಗರದ ಭ್ರಮರಾಂಬ ಬಡಾವಣೆಯ 4ನೇ ಕ್ರಾಸ್ ನಲ್ಲಿರುವ ಶ್ರೀಮಹಾಗಣಪತಿ ದೇವಸ್ಥಾನದ ಕುಂಭಾಭಿಷೇಕ ಮತ್ತು ಶ್ರೀಶನೈಶ್ಚರಸ್ವಾಮಿಗೆ ಕವಚಧಾರಣಾ ಮಹೋತ್ಸವ ಮೇ 3 ಮತ್ತು 4 ರಂದು ನಡೆಯಲಿದೆ. ಶ್ರೀವಿಶ್ವಾವಸು ನಾಮ ಸಂವತ್ಸರದ ವೈಶಾಖ ಮಾಸ ಶುಕ್ಲ ಪಕ್ಷ ಮೇ 3 ರಂದು ಶನಿವಾರ ಪುನರ್ವಸು ನಕ್ಷತ್ರ, ಸಂಜೆ 4:30ಕ್ಕೆ ಅಂಕುರಾರ್ಪಣ, ಗಣಪತಿ ಪೂಜೆ, ಪುಣ್ಯಾಹ ವಾಚನ, ಕಳಶ ಸ್ಥಾಪನೆ, ವಾಸ್ತು ಪೂಜೆ, ಹೋಮ ಸೇರಿದಂತೆ ವಿವಿಧ ಧಾರ್ಮಿಕ ಕಾರ್ಯಕ್ರಮಗಳು ನಡೆಯಲಿದೆ. ಮೇ 4 ರಂದು ಭಾನುವಾರ ಬೆಳಗ್ಗೆ 7 ಗಂಟೆಯಿಂದ ಪ್ರಾರಂಭವಾಗಿ ಕಲಶೋತ್ಸವ ಪೂಜೆ, ಹೋಮ, ಶ್ರೀಶನೈಶ್ಚರಸ್ವಾಮಿಗೆ ಬೆಳ್ಳಿ ಕವಚ ಧಾರಣೆ, ಹೋಮ ಪೂರ್ಣಾಹುತಿ, ಮಹಾ ಮಂಗಳಾರತಿ ನಂತರ ಪ್ರಸಾದ ವಿನಿಯೋಗ ನಡೆಯಲಿದೆ. ಈ ಕಾರ್ಯಕ್ರಮಕ್ಕೆ ಭಕ್ತಾದಿಗಳು ಆಗಮಿಸಿ ದೇವರ ಕೃಪೆಗೆ ಪಾತ್ರರಾಗಬೇಕು ಎಂದು ದೇವಸ್ಥಾನದ ಆಡಳಿತ ಮಂಡಳಿ ಪ್ರಕಟಣೆಯಲ್ಲಿ ತಿಳಿಸಿದೆ. xyxy=(1157,1847,1497,2017)
masthead-day: ಬುಧವಾರ xyxy=(20,11,65,28)
missing-body: ನಾಗಲ್ಲಿ ಗ್ರಾಮದ ನರಸಿಂಹಯ್ಯ ಮತ್ತು ಲೇ.ರಾಮಮ್ಮ ಪುತ್ರ ಮಹದೇವಸ್ವಾಮಿ(24) ನಾಪತ್ತೆಯಾಗಿರುವ ಹಿನ್ನೆಲೆಯಲ್ಲಿ ಪತ್ತೆಗೆ ಸಹಕರಿಸಲು ಪೊಲೀಸರು ಕೋರಿದ್ದಾರೆ. ಚಪ್ಪಡಿಮುದಿ ಗ್ರಾಮದಲ್ಲಿ ಏ.16ರಂದು ಮದುವೆ ಸಂದರ್ಭದಲ್ಲಿ ಮಹದೇವ ಸ್ವಾಮಿ ನಾಪತ್ತೆಯಾಗಿದ್ದು ಗ್ರಾಮಾಂತರ ಠಾಣೆಯಲ್ಲಿ ದೂರು ನೀಡಲಾಗಿದೆ. ಮಹದೇವ ಸ್ವಾಮಿ ದುಂಡುಮುಖ, ಎಣ್ಣೆಗೆಂಪು ಮೈಬಣ್ಣ, ಸಾಧಾರಣ ಮೈಕಟ್ಟು, 5 ಅಡಿ ಎತ್ತರ, ಬಿಳಿ ಕಣ್ಣು ನಡೆಯುತ್ತಾನೆ. ಈತನ ಗುರುತು ಸಿಕ್ಕಲ್ಲಿ ಹತ್ತಿರದ ಪೊಲೀಸ್ ಠಾಣೆಗೆ ಮಾಹಿತಿ ನೀಡುವಂತೆ ತಂದೆ ನರಸಿಂಹಯ್ಯ ಕೋರಿದ್ದಾರೆ. xyxy=(911,1268,1144,1439)
sidebar-story2-body xyxy=(1157,1844,1497,2260)
